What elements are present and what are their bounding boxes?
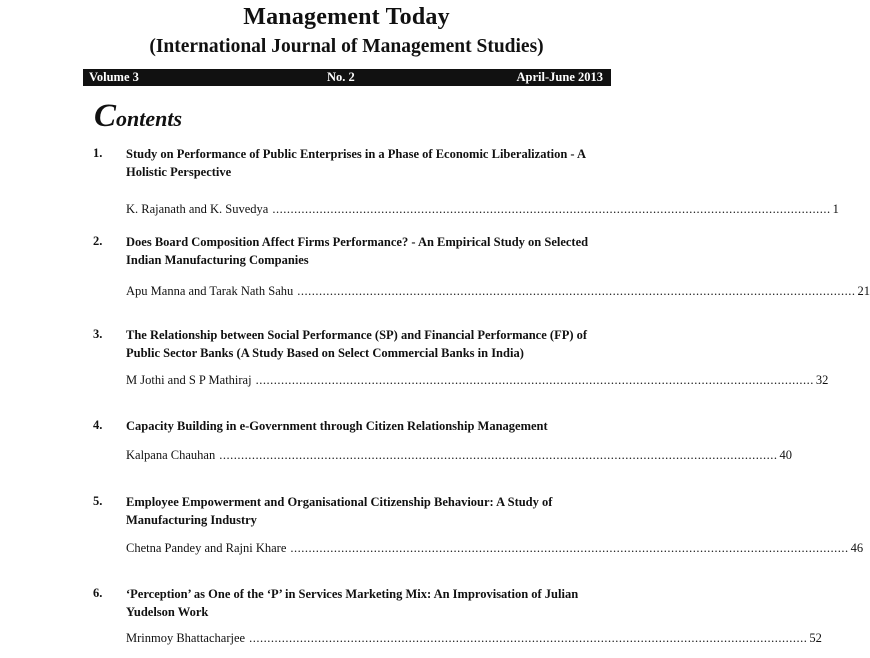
issue-bar <box>83 69 611 86</box>
issue-date: April-June 2013 <box>516 70 603 84</box>
issue-number: No. 2 <box>327 70 355 84</box>
toc-entry-page[interactable]: 40 <box>779 448 792 462</box>
toc-entry-number: 3. <box>93 327 103 341</box>
issue-volume: Volume 3 <box>89 70 139 84</box>
toc-entry-authors: Apu Manna and Tarak Nath Sahu <box>126 284 294 298</box>
toc-entry-authors: K. Rajanath and K. Suvedya <box>126 202 269 216</box>
toc-entry-authors: Kalpana Chauhan <box>126 448 216 462</box>
toc-entry-page[interactable]: 46 <box>850 541 864 555</box>
toc-dot-leader: .......................................................................................................................................................... <box>297 284 856 298</box>
toc-author-line <box>126 541 864 557</box>
toc-dot-leader: .......................................................................................................................................................... <box>272 202 831 216</box>
toc-dot-leader: .......................................................................................................................................................... <box>249 631 808 645</box>
toc-entry-title[interactable]: Study on Performance of Public Enterprises in a Phase of Economic Liberalization - A Holistic Perspective <box>126 147 586 179</box>
toc-entry-number: 2. <box>93 234 103 248</box>
toc-dot-leader: .......................................................................................................................................................... <box>219 448 778 462</box>
toc-entry-title[interactable]: Capacity Building in e-Government through Citizen Relationship Management <box>126 419 548 433</box>
toc-entry-page[interactable]: 32 <box>815 373 829 387</box>
toc-entry-authors: Mrinmoy Bhattacharjee <box>126 631 246 645</box>
journal-subtitle: (International Journal of Management Studies) <box>149 36 544 57</box>
toc-author-line <box>126 284 870 300</box>
contents-heading <box>94 98 182 135</box>
toc-author-line <box>126 202 839 218</box>
toc-entry-page[interactable]: 1 <box>832 202 839 216</box>
toc-entry-number: 4. <box>93 418 103 432</box>
contents-heading-rest: ontents <box>116 106 183 131</box>
toc-entry-title[interactable]: The Relationship between Social Performance (SP) and Financial Performance (FP) of Public Sector Banks (A Study Based on Select Commercial Banks in India) <box>126 328 588 360</box>
toc-entry-page[interactable]: 21 <box>857 284 870 298</box>
toc-dot-leader: .......................................................................................................................................................... <box>290 541 849 555</box>
toc-entry-authors: Chetna Pandey and Rajni Khare <box>126 541 287 555</box>
toc-author-line <box>126 631 822 647</box>
toc-entry-title[interactable]: Does Board Composition Affect Firms Performance? - An Empirical Study on Selected Indian Manufacturing Companies <box>126 235 589 267</box>
toc-author-line <box>126 373 829 389</box>
toc-dot-leader: .......................................................................................................................................................... <box>255 373 814 387</box>
toc-entry-number: 1. <box>93 146 103 160</box>
toc-entry-title[interactable]: Employee Empowerment and Organisational Citizenship Behaviour: A Study of Manufacturing Industry <box>126 495 553 527</box>
toc-entry-number: 6. <box>93 586 103 600</box>
toc-entry-authors: M Jothi and S P Mathiraj <box>126 373 252 387</box>
journal-title: Management Today <box>243 4 450 30</box>
contents-heading-initial: C <box>94 98 117 134</box>
toc-entry-number: 5. <box>93 494 103 508</box>
toc-entry-title[interactable]: ‘Perception’ as One of the ‘P’ in Services Marketing Mix: An Improvisation of Julian Yudelson Work <box>126 587 579 619</box>
toc-author-line <box>126 448 792 464</box>
toc-entry-page[interactable]: 52 <box>809 631 822 645</box>
